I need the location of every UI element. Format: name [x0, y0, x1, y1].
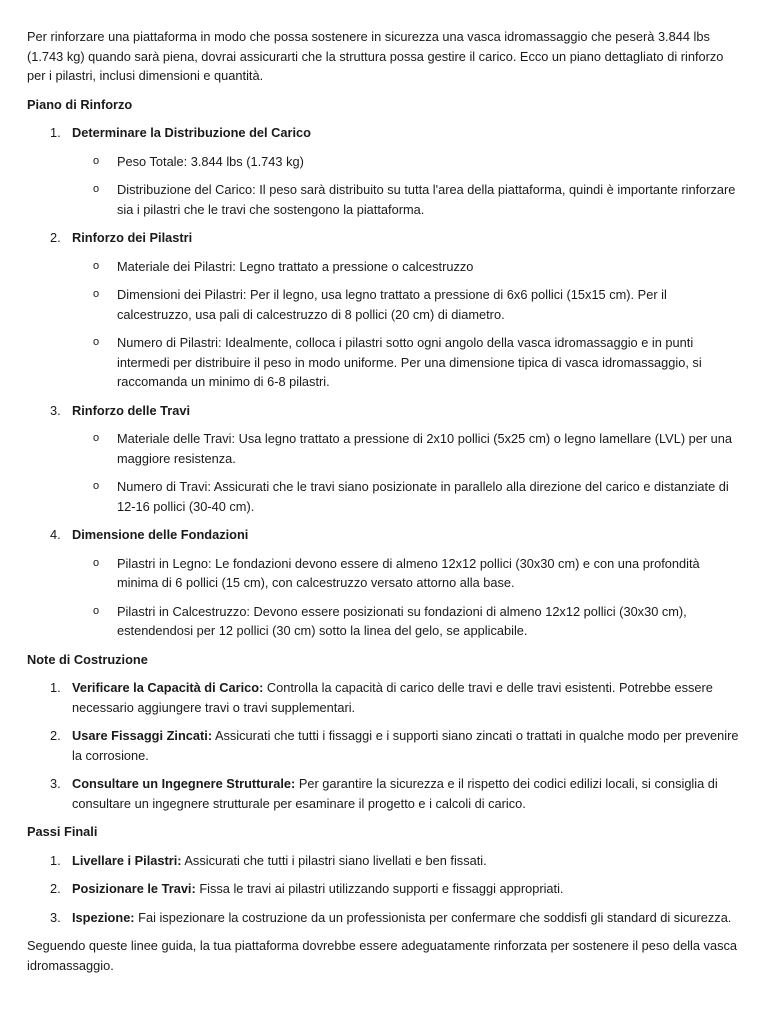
sub-item-text: Pilastri in Calcestruzzo: Devono essere posizionati su fondazioni di almeno 12x12 pollici (30x30 cm), estendendosi per 12 pollici (30 cm) sotto la linea del gelo, se applicabile.: [117, 603, 687, 638]
plan-step: [27, 228, 742, 392]
circle-bullet-icon: o: [93, 288, 100, 300]
sub-item: [72, 333, 742, 392]
step-title: Determinare la Distribuzione del Carico: [72, 125, 311, 140]
circle-bullet-icon: o: [93, 604, 100, 617]
final-number: 2.: [50, 881, 61, 896]
final-lead: Ispezione:: [72, 909, 135, 925]
sub-item: [72, 477, 742, 516]
closing-paragraph: Seguendo queste linee guida, la tua piattaforma dovrebbe essere adeguatamente rinforzata per sostenere il peso della vasca idromassaggio.: [27, 938, 737, 973]
step-sublist: [72, 257, 742, 392]
sub-item: [72, 602, 742, 641]
final-steps-list: [27, 851, 742, 928]
step-number: 4.: [50, 527, 61, 542]
final-number: 1.: [50, 852, 61, 868]
note-lead: Verificare la Capacità di Carico:: [72, 680, 264, 695]
sub-item: [72, 257, 742, 277]
step-sublist: [72, 152, 742, 220]
note-text: Per garantire la sicurezza e il rispetto dei codici edilizi locali, si consiglia di consultare un ingegnere strutturale per esaminare il progetto e i calcoli di carico.: [72, 776, 718, 811]
note-text: Controlla la capacità di carico delle travi e delle travi esistenti. Potrebbe essere necessario aggiungere travi o travi supplementari.: [72, 680, 713, 715]
intro-paragraph: Per rinforzare una piattaforma in modo che possa sostenere in sicurezza una vasca idromassaggio che peserà 3.844 lbs (1.743 kg) quando sarà piena, dovrai assicurarti che la struttura possa gestire il carico. Ecco un piano dettagliato di rinforzo per i pilastri, inclusi dimensioni e quantità.: [27, 29, 724, 83]
notes-list: [27, 678, 742, 813]
sub-item: [72, 285, 742, 324]
note-item: [27, 726, 742, 765]
final-item: [27, 851, 742, 871]
sub-item: [72, 429, 742, 468]
step-title: Rinforzo dei Pilastri: [72, 230, 193, 245]
note-lead: Usare Fissaggi Zincati:: [72, 728, 213, 743]
step-number: 1.: [50, 125, 61, 140]
section-heading-final: Passi Finali: [27, 824, 98, 839]
step-number: 3.: [50, 402, 61, 418]
circle-bullet-icon: o: [93, 556, 100, 569]
sub-item: [72, 152, 742, 172]
step-sublist: [72, 554, 742, 641]
step-title: Dimensione delle Fondazioni: [72, 527, 249, 542]
final-text: Assicurati che tutti i pilastri siano livellati e ben fissati.: [181, 852, 487, 868]
sub-item-text: Numero di Travi: Assicurati che le travi siano posizionate in parallelo alla direzione del carico e distanziate di 12-16 pollici (30-40 cm).: [117, 479, 729, 514]
sub-item: [72, 180, 742, 219]
note-number: 2.: [50, 728, 61, 743]
final-lead: Livellare i Pilastri:: [72, 852, 182, 868]
section-heading-notes: Note di Costruzione: [27, 651, 148, 667]
note-number: 3.: [50, 776, 61, 791]
sub-item-text: Materiale delle Travi: Usa legno trattato a pressione di 2x10 pollici (5x25 cm) o legno lamellare (LVL) per una maggiore resistenza.: [117, 431, 733, 466]
step-title: Rinforzo delle Travi: [72, 402, 191, 418]
note-item: [27, 678, 742, 717]
plan-step: [27, 123, 742, 219]
note-item: [27, 774, 742, 813]
circle-bullet-icon: o: [93, 480, 100, 492]
note-lead: Consultare un Ingegnere Strutturale:: [72, 776, 296, 791]
circle-bullet-icon: o: [93, 154, 100, 167]
step-sublist: [72, 429, 742, 516]
plan-step: [27, 401, 742, 517]
final-item: [27, 908, 742, 928]
final-item: [27, 879, 742, 899]
circle-bullet-icon: o: [93, 183, 100, 195]
final-text: Fissa le travi ai pilastri utilizzando supporti e fissaggi appropriati.: [195, 881, 564, 896]
note-text: Assicurati che tutti i fissaggi e i supporti siano zincati o trattati in qualche modo per prevenire la corrosione.: [72, 728, 739, 763]
sub-item-text: Materiale dei Pilastri: Legno trattato a pressione o calcestruzzo: [117, 258, 474, 274]
plan-step: [27, 525, 742, 641]
circle-bullet-icon: o: [93, 336, 100, 348]
sub-item-text: Distribuzione del Carico: Il peso sarà distribuito su tutta l'area della piattaforma, quindi è importante rinforzare sia i pilastri che le travi che sostengono la piattaforma.: [117, 182, 736, 217]
final-lead: Posizionare le Travi:: [72, 881, 196, 896]
sub-item: [72, 554, 742, 593]
final-number: 3.: [50, 909, 61, 925]
sub-item-text: Pilastri in Legno: Le fondazioni devono essere di almeno 12x12 pollici (30x30 cm) e con una profondità minima di 6 pollici (15 cm), con calcestruzzo versato attorno alla base.: [117, 555, 700, 590]
circle-bullet-icon: o: [93, 259, 100, 272]
sub-item-text: Peso Totale: 3.844 lbs (1.743 kg): [117, 153, 304, 169]
step-number: 2.: [50, 230, 61, 245]
plan-steps-list: [27, 123, 742, 641]
circle-bullet-icon: o: [93, 432, 100, 444]
sub-item-text: Numero di Pilastri: Idealmente, colloca i pilastri sotto ogni angolo della vasca idromassaggio e in punti intermedi per distribuire il peso in modo uniforme. Per una dimensione tipica di vasca idromassaggio, si raccomanda un minimo di 6-8 pilastri.: [117, 335, 702, 389]
section-heading-plan: Piano di Rinforzo: [27, 96, 133, 112]
sub-item-text: Dimensioni dei Pilastri: Per il legno, usa legno trattato a pressione di 6x6 pollici (15x15 cm). Per il calcestruzzo, usa pali di calcestruzzo di 8 pollici (20 cm) di diametro.: [117, 287, 667, 322]
final-text: Fai ispezionare la costruzione da un professionista per confermare che soddisfi gli standard di sicurezza.: [134, 909, 732, 925]
note-number: 1.: [50, 680, 61, 695]
